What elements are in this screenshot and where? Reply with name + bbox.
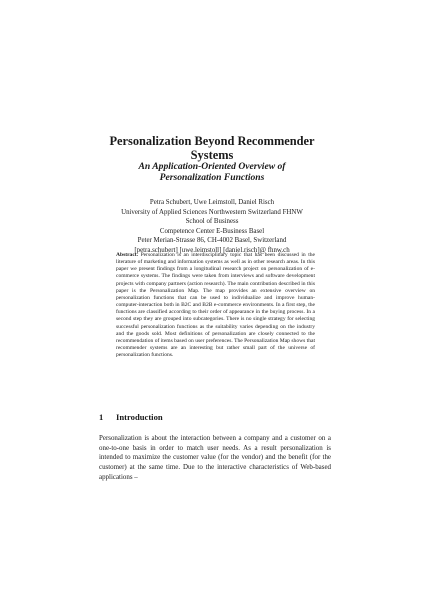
authors: Petra Schubert, Uwe Leimstoll, Daniel Risch [149,199,275,206]
abstract-label: Abstract. [116,252,139,258]
subtitle-line-2: Personalization Functions [159,172,265,183]
intro-paragraph: Personalization is about the interaction between a company and a customer on a one-to-one basis in order to match user needs. As a result personalization is intended to maximize the customer value (for the vendor) and the benefit (for the customer) at the same time. Due to the interactive characteristics of Web-based applications – [99,434,331,481]
affiliation-school: School of Business [185,218,239,226]
paper-subtitle [60,161,364,183]
subtitle-line-1: An Application-Oriented Overview of [138,161,286,172]
title-line-2: Systems [190,148,234,162]
section-number: 1 [99,412,104,422]
affiliation-university: University of Applied Sciences Northwestern Switzerland FHNW [121,208,303,216]
author-block [60,198,364,256]
affiliation-center: Competence Center E-Business Basel [159,227,265,235]
abstract-paragraph [116,252,315,359]
author-emails: [petra.schubert] [uwe.leimstoll] [daniel.risch]@ fhnw.ch [134,246,290,254]
section-heading [99,412,163,422]
abstract [116,252,315,359]
section-title: Introduction [116,412,163,422]
abstract-text: Personalization is an interdisciplinary topic that has been discussed in the literature of marketing and information systems as well as in other research areas. In this paper we present findings from a longitudinal research project on personalization of e-commerce systems. The findings were taken from interviews and software development projects with company partners (action research). The main contribution described in this paper is the Personalization Map. The map provides an extensive overview on personalization functions that can be used to individualize and improve human-computer-interaction both in B2C and B2B e-commerce environments. In a first step, the functions are classified according to their order of appearance in the buying process. In a second step they are grouped into subcategories. There is no single strategy for selecting successful personalization functions as the suitability varies depending on the industry and the goods sold. Most definitions of personalization are closely connected to the recommendation of items based on user preferences. The Personalization Map shows that recommender systems are an interesting but rather small part of the universe of personalization functions. [116,252,316,359]
paper-title [60,134,364,162]
title-line-1: Personalization Beyond Recommender [109,134,315,148]
affiliation-address: Peter Merian-Strasse 86, CH-4002 Basel, Switzerland [137,237,287,245]
intro-body [99,434,331,483]
